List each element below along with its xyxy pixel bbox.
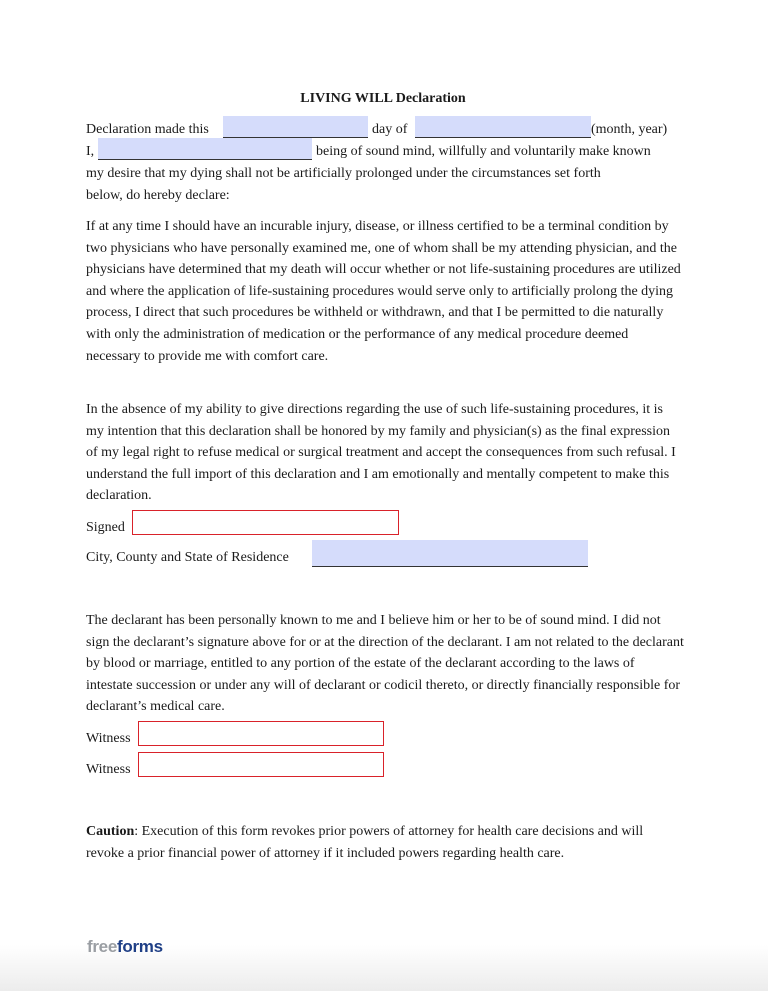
freeforms-logo [87,937,163,957]
day-field[interactable] [223,116,368,138]
i-label: I, [86,144,95,159]
month-year-field[interactable] [415,116,591,138]
witness-1-signature-field[interactable] [138,721,384,746]
desire-line-2: below, do hereby declare: [86,188,230,203]
caution-label: Caution [86,824,135,839]
declaration-paragraph-2: In the absence of my ability to give directions regarding the use of such life-sustaining procedures, it is my intention that this declaration shall be honored by my family and physician(s) as the final expression of my legal right to refuse medical or surgical treatment and accept the consequences from such refusal. I understand the full import of this declaration and I am emotionally and mentally competent to make this declaration. [86,402,676,504]
witness-2-signature-field[interactable] [138,752,384,777]
made-this-label: Declaration made this [86,122,209,137]
declaration-paragraph-1: If at any time I should have an incurable injury, disease, or illness certified to be a terminal condition by two physicians who have personally examined me, one of whom shall be my attending physician, and the physicians have determined that my death will occur whether or not life-sustaining procedures are utilized and where the application of life-sustaining procedures would serve only to artificially prolong the dying process, I direct that such procedures be withheld or withdrawn, and that I be permitted to die naturally with only the administration of medication or the performance of any medical procedure deemed necessary to provide me with comfort care. [86,219,681,364]
caution-text: : Execution of this form revokes prior powers of attorney for health care decisions and will revoke a prior financial power of attorney if it included powers regarding health care. [86,824,644,861]
desire-line-1: my desire that my dying shall not be artificially prolonged under the circumstances set forth [86,166,601,181]
day-of-label: day of [372,122,408,137]
declarant-name-field[interactable] [98,138,312,160]
signed-label: Signed [86,520,125,535]
document-title: LIVING WILL Declaration [300,91,466,106]
logo-free-text: free [87,937,117,956]
witness-1-label: Witness [86,731,131,746]
witness-statement-paragraph: The declarant has been personally known to me and I believe him or her to be of sound mind. I did not sign the declarant’s signature above for or at the direction of the declarant. I am not related to the declarant by blood or marriage, entitled to any portion of the estate of the declarant according to the laws of intestate succession or under any will of declarant or codicil thereto, or directly financially responsible for declarant’s medical care. [86,613,684,715]
sound-mind-label: being of sound mind, willfully and voluntarily make known [316,144,651,159]
caution-notice [86,821,684,864]
residence-label: City, County and State of Residence [86,550,289,565]
signature-field[interactable] [132,510,399,535]
logo-forms-text: forms [117,937,163,956]
month-year-label: (month, year) [591,122,668,137]
witness-2-label: Witness [86,762,131,777]
residence-field[interactable] [312,540,588,567]
